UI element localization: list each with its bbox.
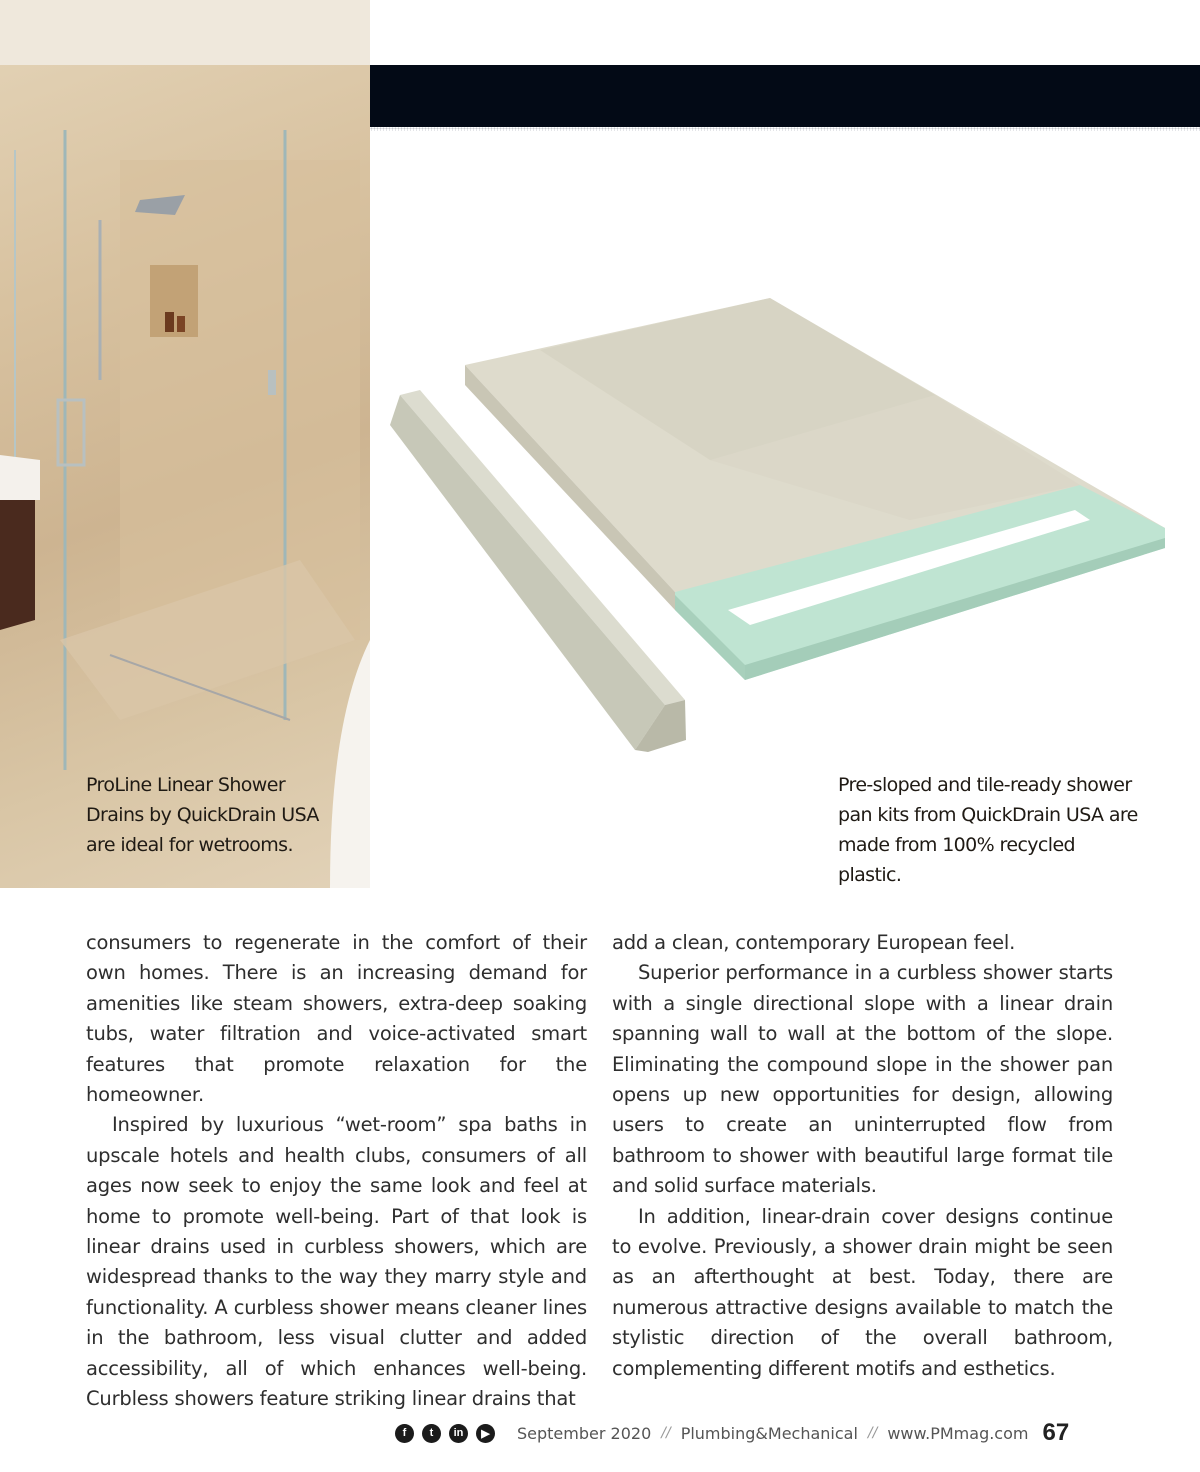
caption-left-line: are ideal for wetrooms. bbox=[86, 834, 293, 856]
body-column-right bbox=[612, 928, 1113, 1384]
wetroom-shower-photo bbox=[0, 0, 370, 888]
twitter-icon[interactable]: t bbox=[422, 1424, 441, 1443]
caption-left-line: Drains by QuickDrain USA bbox=[86, 804, 319, 826]
separator: // bbox=[661, 1425, 671, 1441]
issue-date: September 2020 bbox=[517, 1423, 652, 1443]
separator: // bbox=[867, 1425, 878, 1441]
caption-right bbox=[838, 770, 1138, 890]
paragraph: In addition, linear-drain cover designs continue to evolve. Previously, a shower drain might be seen as an afterthought at best. Today, there are numerous attractive designs available to match the stylistic direction of the overall bathroom, complementing different motifs and esthetics. bbox=[612, 1204, 1113, 1380]
body-column-left bbox=[86, 928, 587, 1415]
page-footer bbox=[395, 1418, 1115, 1448]
paragraph: consumers to regenerate in the comfort of their own homes. There is an increasing demand for amenities like steam showers, extra-deep soaking tubs, water filtration and voice-activated smart features that promote relaxation for the homeowner. bbox=[86, 931, 587, 1107]
caption-right-line: pan kits from QuickDrain USA are bbox=[838, 804, 1138, 826]
facebook-icon[interactable]: f bbox=[395, 1424, 414, 1443]
caption-right-line: made from 100% recycled plastic. bbox=[838, 834, 1076, 886]
caption-left-line: ProLine Linear Shower bbox=[86, 774, 286, 796]
social-icons bbox=[395, 1424, 495, 1443]
website-link[interactable]: www.PMmag.com bbox=[887, 1423, 1029, 1443]
shower-pan-kit-image bbox=[390, 280, 1180, 760]
youtube-icon[interactable]: ▶ bbox=[476, 1424, 495, 1443]
linkedin-icon[interactable]: in bbox=[449, 1424, 468, 1443]
shower-illustration bbox=[0, 0, 370, 888]
caption-left bbox=[86, 770, 346, 860]
caption-right-line: Pre-sloped and tile-ready shower bbox=[838, 774, 1132, 796]
publication-name: Plumbing&Mechanical bbox=[680, 1423, 858, 1443]
paragraph: Superior performance in a curbless shower starts with a single directional slope with a linear drain spanning wall to wall at the bottom of the slope. Eliminating the compound slope in the shower pan opens up new opportunities for design, allowing users to create an uninterrupted flow from bathroom to shower with beautiful large format tile and solid surface materials. bbox=[612, 961, 1113, 1198]
header-dot-rule bbox=[370, 127, 1200, 131]
paragraph: Inspired by luxurious “wet-room” spa baths in upscale hotels and health clubs, consumers of all ages now seek to enjoy the same look and feel at home to promote well-being. Part of that look is linear drains used in curbless showers, which are widespread thanks to the way they marry style and functionality. A curbless shower means cleaner lines in the bathroom, less visual clutter and added accessibility, all of which enhances well-being. Curbless showers feature striking linear drains that bbox=[86, 1113, 587, 1411]
page-number: 67 bbox=[1042, 1419, 1070, 1446]
paragraph: add a clean, contemporary European feel. bbox=[612, 931, 1016, 954]
